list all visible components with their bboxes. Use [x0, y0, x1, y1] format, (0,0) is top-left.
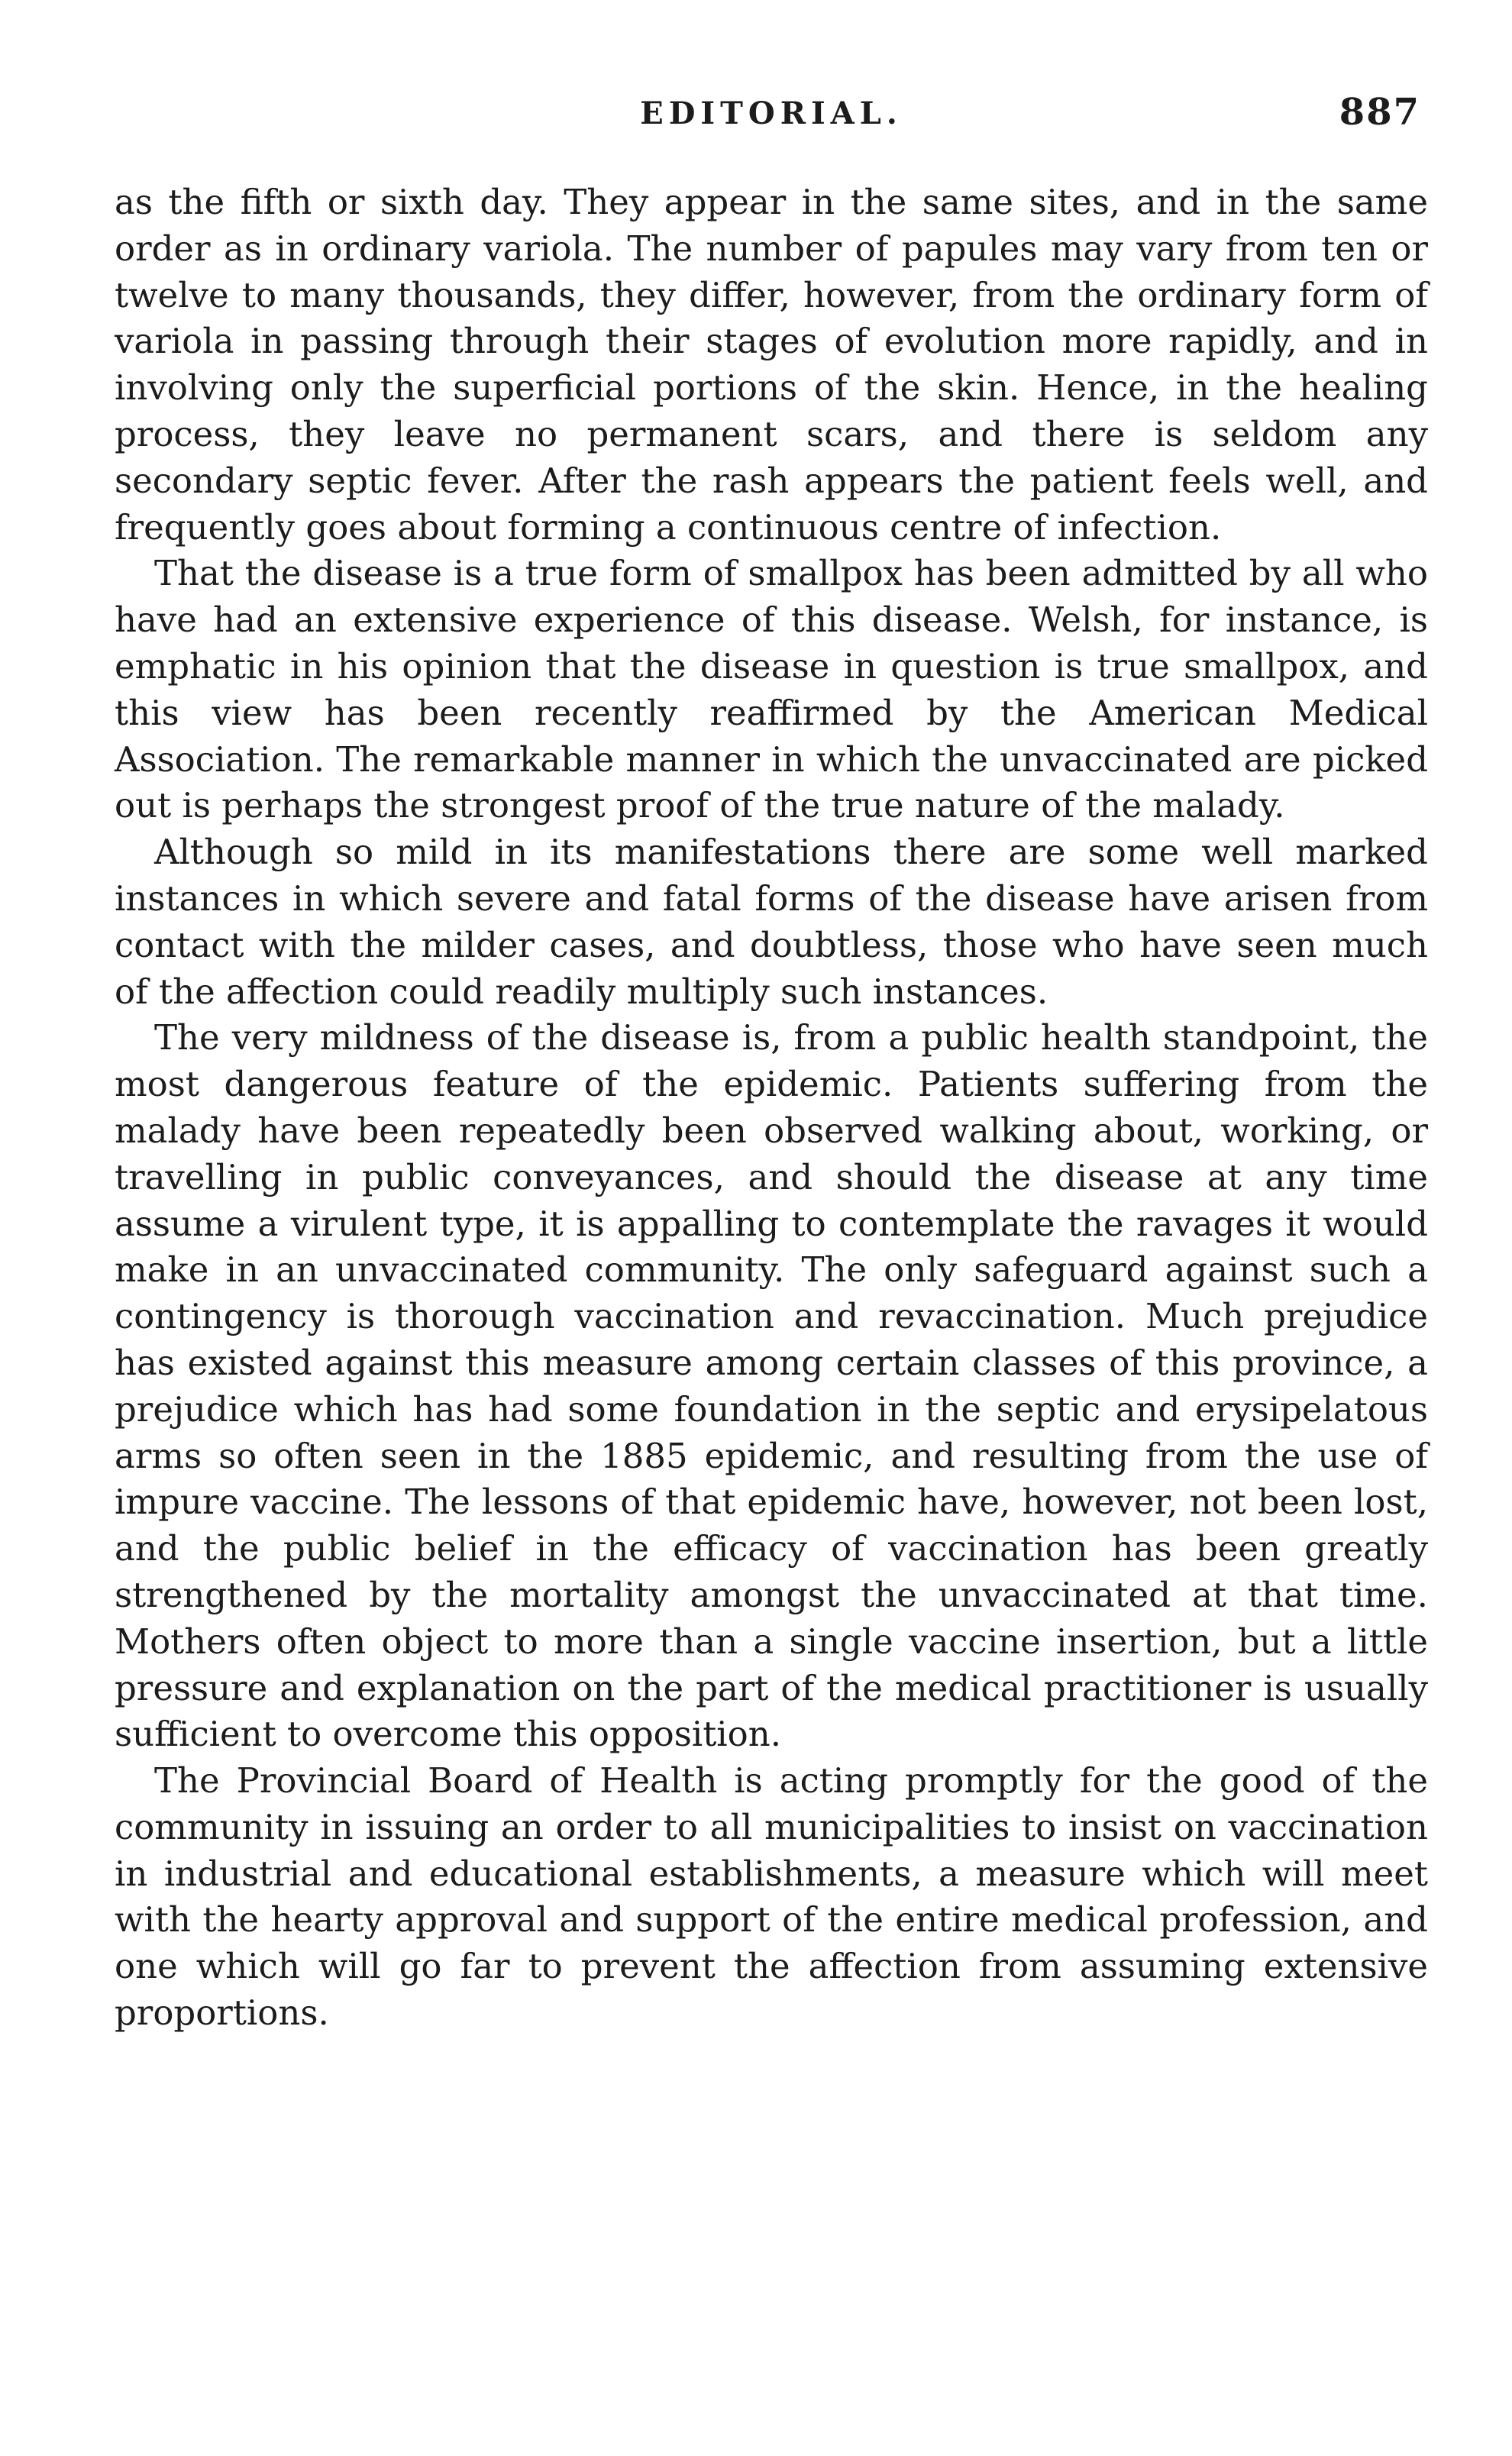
running-head	[115, 80, 1428, 164]
paragraph-board-of-health: The Provincial Board of Health is acting promptly for the good of the community in issuing an order to all municipalities to insist on vaccination in industrial and educational establishments, a measure which will meet with the hearty approval and support of the entire medical profession, and one which will go far to prevent the affection from assuming extensive proportions.	[115, 1760, 1428, 2034]
paragraph-severe-forms: Although so mild in its manifestations there are some well marked instances in which severe and fatal forms of the disease have arisen from contact with the milder cases, and doubtless, those who have seen much of the affection could readily multiply such instances.	[115, 832, 1428, 1012]
page-number: 887	[1339, 91, 1420, 134]
document-page	[115, 80, 1428, 2409]
paragraph-continued: as the fifth or sixth day. They appear in the same sites, and in the same order as in ordinary variola. The number of papules may vary from ten or twelve to many thousands, they differ, however, from the ordinary form of variola in passing through their stages of evolution more rapidly, and in involving only the superficial portions of the skin. Hence, in the healing process, they leave no permanent scars, and there is seldom any secondary septic fever. After the rash appears the patient feels well, and frequently goes about forming a continuous centre of infection.	[115, 182, 1428, 548]
running-title: EDITORIAL.	[640, 95, 903, 131]
article-body	[115, 179, 1428, 2037]
paragraph-smallpox-form: That the disease is a true form of smallpox has been admitted by all who have had an extensive experience of this disease. Welsh, for instance, is emphatic in his opinion that the disease in question is true smallpox, and this view has been recently reaffirmed by the American Medical Association. The remarkable manner in which the unvaccinated are picked out is perhaps the strongest proof of the true nature of the malady.	[115, 553, 1428, 826]
paragraph-vaccination: The very mildness of the disease is, from a public health standpoint, the most dangerous feature of the epidemic. Patients suffering from the malady have been repeatedly been observed walking about, working, or travelling in public conveyances, and should the disease at any time assume a virulent type, it is appalling to contemplate the ravages it would make in an unvaccinated community. The only safeguard against such a contingency is thorough vaccination and revaccination. Much prejudice has existed against this measure among certain classes of this province, a prejudice which has had some foundation in the septic and erysipelatous arms so often seen in the 1885 epidemic, and resulting from the use of impure vaccine. The lessons of that epidemic have, however, not been lost, and the public belief in the efficacy of vaccination has been greatly strengthened by the mortality amongst the unvaccinated at that time. Mothers often object to more than a single vaccine insertion, but a little pressure and explanation on the part of the medical practitioner is usually sufficient to overcome this opposition.	[115, 1017, 1428, 1755]
